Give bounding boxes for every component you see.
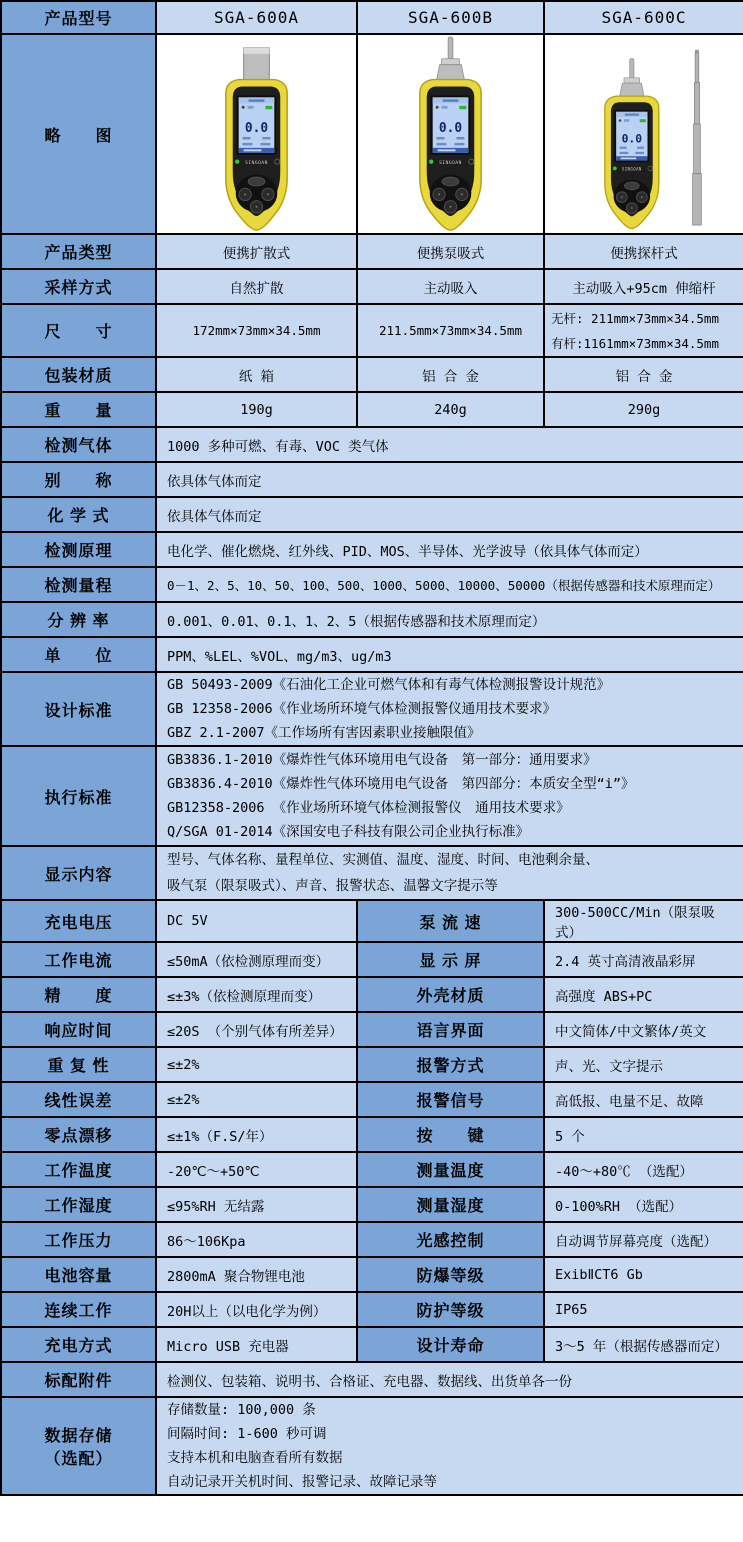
row-label: 分 辨 率 [1, 602, 156, 637]
row-detected-gas [1, 427, 743, 462]
sketch-cell-b [357, 34, 544, 234]
charge-voltage-value: DC 5V [156, 900, 357, 942]
weight-c: 290g [544, 392, 743, 427]
row-label: 工作压力 [1, 1222, 156, 1257]
battery-icon [459, 106, 466, 109]
row-battery-explosion-proof [1, 1257, 743, 1292]
menu-button-icon [248, 177, 265, 186]
packaging-a: 纸 箱 [156, 357, 357, 392]
design-standard-line: GBZ 2.1-2007《工作场所有害因素职业接触限值》 [167, 725, 481, 741]
sketch-cell-a [156, 34, 357, 234]
product-type-a: 便携扩散式 [156, 234, 357, 269]
explosion-proof-value: ExibⅡCT6 Gb [544, 1257, 743, 1292]
exec-standard-line: GB12358-2006 《作业场所环境气体检测报警仪 通用技术要求》 [167, 800, 570, 816]
brand-text: SINGOAN [245, 161, 268, 167]
row-resolution [1, 602, 743, 637]
row-display-content [1, 846, 743, 900]
working-temp-value: -20℃～+50℃ [156, 1152, 357, 1187]
row-working-current-display-screen [1, 942, 743, 977]
sketch-row [1, 34, 743, 234]
screen-reading: 0.0 [621, 131, 642, 146]
response-time-value: ≤20S （个别气体有所差异） [156, 1012, 357, 1047]
device-image-sga-600a [192, 36, 321, 232]
row-label: 防护等级 [357, 1292, 544, 1327]
display-content-value [156, 846, 743, 900]
menu-button-icon [624, 182, 639, 190]
linearity-error-value: ≤±2% [156, 1082, 357, 1117]
working-pressure-value: 86～106Kpa [156, 1222, 357, 1257]
header-row [1, 1, 743, 34]
data-storage-label-line1: 数据存储 [44, 1428, 113, 1445]
row-label: 工作电流 [1, 942, 156, 977]
row-label: 采样方式 [1, 269, 156, 304]
row-working-pressure-light-control [1, 1222, 743, 1257]
row-label: 充电方式 [1, 1327, 156, 1362]
continuous-work-value: 20H以上（以电化学为例） [156, 1292, 357, 1327]
exec-standard-value [156, 746, 743, 846]
brand-text: SINGOAN [439, 161, 462, 167]
row-design-standard [1, 672, 743, 746]
design-life-value: 3～5 年（根据传感器而定） [544, 1327, 743, 1362]
brand-text: SINGOAN [621, 166, 642, 172]
alias-value: 依具体气体而定 [156, 462, 743, 497]
display-content-line: 吸气泵（限泵吸式）、声音、报警状态、温馨文字提示等 [167, 878, 498, 894]
data-storage-value [156, 1397, 743, 1495]
dimensions-b: 211.5mm×73mm×34.5mm [357, 304, 544, 357]
menu-button-icon [442, 177, 459, 186]
light-control-value: 自动调节屏幕亮度（选配） [544, 1222, 743, 1257]
row-label: 别 称 [1, 462, 156, 497]
sketch-label: 略 图 [1, 34, 156, 234]
header-label: 产品型号 [1, 1, 156, 34]
battery-capacity-value: 2800mA 聚合物锂电池 [156, 1257, 357, 1292]
weight-b: 240g [357, 392, 544, 427]
unit-value: PPM、%LEL、%VOL、mg/m3、ug/m3 [156, 637, 743, 672]
row-label [1, 1397, 156, 1495]
row-unit [1, 637, 743, 672]
row-detection-range [1, 567, 743, 602]
accessories-value: 检测仪、包装箱、说明书、合格证、充电器、数据线、出货单各一份 [156, 1362, 743, 1397]
repeatability-value: ≤±2% [156, 1047, 357, 1082]
row-accuracy-shell-material [1, 977, 743, 1012]
row-label: 报警方式 [357, 1047, 544, 1082]
design-standard-value [156, 672, 743, 746]
language-value: 中文简体/中文繁体/英文 [544, 1012, 743, 1047]
row-product-type [1, 234, 743, 269]
pump-probe-icon [437, 37, 465, 80]
row-label: 报警信号 [357, 1082, 544, 1117]
row-linearity-alarm-signal [1, 1082, 743, 1117]
model-name-sga-600c: SGA-600C [544, 1, 743, 34]
zero-drift-value: ≤±1%（F.S/年） [156, 1117, 357, 1152]
row-label: 工作温度 [1, 1152, 156, 1187]
telescopic-rod-icon [692, 50, 701, 225]
display-content-line: 型号、气体名称、量程单位、实测值、温度、湿度、时间、电池剩余量、 [167, 852, 599, 868]
data-storage-line: 自动记录开关机时间、报警记录、故障记录等 [167, 1474, 437, 1490]
model-name-sga-600a: SGA-600A [156, 1, 357, 34]
row-accessories [1, 1362, 743, 1397]
sampling-a: 自然扩散 [156, 269, 357, 304]
row-label: 产品类型 [1, 234, 156, 269]
shell-material-value: 高强度 ABS+PC [544, 977, 743, 1012]
device-image-sga-600b [386, 36, 515, 232]
data-storage-line: 存储数量: 100,000 条 [167, 1402, 316, 1418]
led-indicator-icon [235, 160, 239, 164]
row-label: 连续工作 [1, 1292, 156, 1327]
packaging-c: 铝 合 金 [544, 357, 743, 392]
display-screen-value: 2.4 英寸高清液晶彩屏 [544, 942, 743, 977]
design-standard-line: GB 12358-2006《作业场所环境气体检测报警仪通用技术要求》 [167, 701, 557, 717]
working-current-value: ≤50mA（依检测原理而变） [156, 942, 357, 977]
dimensions-c-without-rod: 无杆: 211mm×73mm×34.5mm [551, 310, 719, 326]
row-charge-voltage-pump-flow [1, 900, 743, 942]
battery-icon [265, 106, 272, 109]
detection-range-value: 0－1、2、5、10、50、100、500、1000、5000、10000、50000（根据传感器和技术原理而定） [156, 567, 743, 602]
protection-level-value: IP65 [544, 1292, 743, 1327]
sampling-c: 主动吸入+95cm 伸缩杆 [544, 269, 743, 304]
row-label: 检测气体 [1, 427, 156, 462]
row-packaging [1, 357, 743, 392]
row-label: 重 复 性 [1, 1047, 156, 1082]
row-label: 标配附件 [1, 1362, 156, 1397]
charging-method-value: Micro USB 充电器 [156, 1327, 357, 1362]
row-label: 重 量 [1, 392, 156, 427]
detection-principle-value: 电化学、催化燃烧、红外线、PID、MOS、半导体、光学波导（依具体气体而定） [156, 532, 743, 567]
row-data-storage [1, 1397, 743, 1495]
row-label: 外壳材质 [357, 977, 544, 1012]
row-detection-principle [1, 532, 743, 567]
sensor-cap-icon [244, 48, 270, 80]
chemical-formula-value: 依具体气体而定 [156, 497, 743, 532]
product-type-b: 便携泵吸式 [357, 234, 544, 269]
row-label: 防爆等级 [357, 1257, 544, 1292]
model-name-sga-600b: SGA-600B [357, 1, 544, 34]
sampling-b: 主动吸入 [357, 269, 544, 304]
resolution-value: 0.001、0.01、0.1、1、2、5（根据传感器和技术原理而定） [156, 602, 743, 637]
row-label: 检测原理 [1, 532, 156, 567]
row-label: 按 键 [357, 1117, 544, 1152]
alarm-mode-value: 声、光、文字提示 [544, 1047, 743, 1082]
row-continuous-work-protection [1, 1292, 743, 1327]
row-label: 单 位 [1, 637, 156, 672]
exec-standard-line: Q/SGA 01-2014《深国安电子科技有限公司企业执行标准》 [167, 824, 530, 840]
row-dimensions [1, 304, 743, 357]
row-label: 零点漂移 [1, 1117, 156, 1152]
dimensions-c [544, 304, 743, 357]
device-image-sga-600c [570, 36, 719, 232]
weight-a: 190g [156, 392, 357, 427]
row-label: 尺 寸 [1, 304, 156, 357]
measure-temp-value: -40～+80℃ （选配） [544, 1152, 743, 1187]
row-label: 包装材质 [1, 357, 156, 392]
row-label: 工作湿度 [1, 1187, 156, 1222]
row-label: 执行标准 [1, 746, 156, 846]
row-weight [1, 392, 743, 427]
exec-standard-line: GB3836.1-2010《爆炸性气体环境用电气设备 第一部分：通用要求》 [167, 752, 597, 768]
packaging-b: 铝 合 金 [357, 357, 544, 392]
row-label: 测量温度 [357, 1152, 544, 1187]
row-label: 语言界面 [357, 1012, 544, 1047]
row-label: 线性误差 [1, 1082, 156, 1117]
sketch-cell-c [544, 34, 743, 234]
screen-reading: 0.0 [438, 121, 463, 137]
row-working-temp-measure-temp [1, 1152, 743, 1187]
row-label: 显 示 屏 [357, 942, 544, 977]
pump-flow-value: 300-500CC/Min（限泵吸式） [544, 900, 743, 942]
row-label: 测量湿度 [357, 1187, 544, 1222]
screen-reading: 0.0 [244, 121, 269, 137]
row-alias [1, 462, 743, 497]
row-zero-drift-buttons [1, 1117, 743, 1152]
detected-gas-value: 1000 多种可燃、有毒、VOC 类气体 [156, 427, 743, 462]
data-storage-line: 间隔时间: 1-600 秒可调 [167, 1426, 327, 1442]
row-charging-method-design-life [1, 1327, 743, 1362]
row-response-time-language [1, 1012, 743, 1047]
data-storage-label-line2: （选配） [44, 1451, 113, 1468]
buttons-count-value: 5 个 [544, 1117, 743, 1152]
data-storage-line: 支持本机和电脑查看所有数据 [167, 1450, 343, 1466]
row-sampling-method [1, 269, 743, 304]
row-label: 泵 流 速 [357, 900, 544, 942]
led-indicator-icon [429, 160, 433, 164]
pump-probe-icon [619, 59, 643, 96]
row-label: 化 学 式 [1, 497, 156, 532]
working-humidity-value: ≤95%RH 无结露 [156, 1187, 357, 1222]
row-label: 设计寿命 [357, 1327, 544, 1362]
row-label: 充电电压 [1, 900, 156, 942]
led-indicator-icon [612, 166, 616, 170]
design-standard-line: GB 50493-2009《石油化工企业可燃气体和有毒气体检测报警设计规范》 [167, 677, 611, 693]
product-type-c: 便携探杆式 [544, 234, 743, 269]
exec-standard-line: GB3836.4-2010《爆炸性气体环境用电气设备 第四部分：本质安全型“i”》 [167, 776, 635, 792]
alarm-signal-value: 高低报、电量不足、故障 [544, 1082, 743, 1117]
accuracy-value: ≤±3%（依检测原理而变） [156, 977, 357, 1012]
dimensions-a: 172mm×73mm×34.5mm [156, 304, 357, 357]
row-label: 光感控制 [357, 1222, 544, 1257]
row-label: 响应时间 [1, 1012, 156, 1047]
measure-humidity-value: 0-100%RH （选配） [544, 1187, 743, 1222]
battery-icon [639, 119, 645, 122]
row-label: 设计标准 [1, 672, 156, 746]
row-working-humidity-measure-humidity [1, 1187, 743, 1222]
row-label: 精 度 [1, 977, 156, 1012]
row-chemical-formula [1, 497, 743, 532]
row-label: 显示内容 [1, 846, 156, 900]
row-repeatability-alarm-mode [1, 1047, 743, 1082]
row-label: 电池容量 [1, 1257, 156, 1292]
row-label: 检测量程 [1, 567, 156, 602]
dimensions-c-with-rod: 有杆:1161mm×73mm×34.5mm [551, 335, 719, 351]
row-exec-standard [1, 746, 743, 846]
